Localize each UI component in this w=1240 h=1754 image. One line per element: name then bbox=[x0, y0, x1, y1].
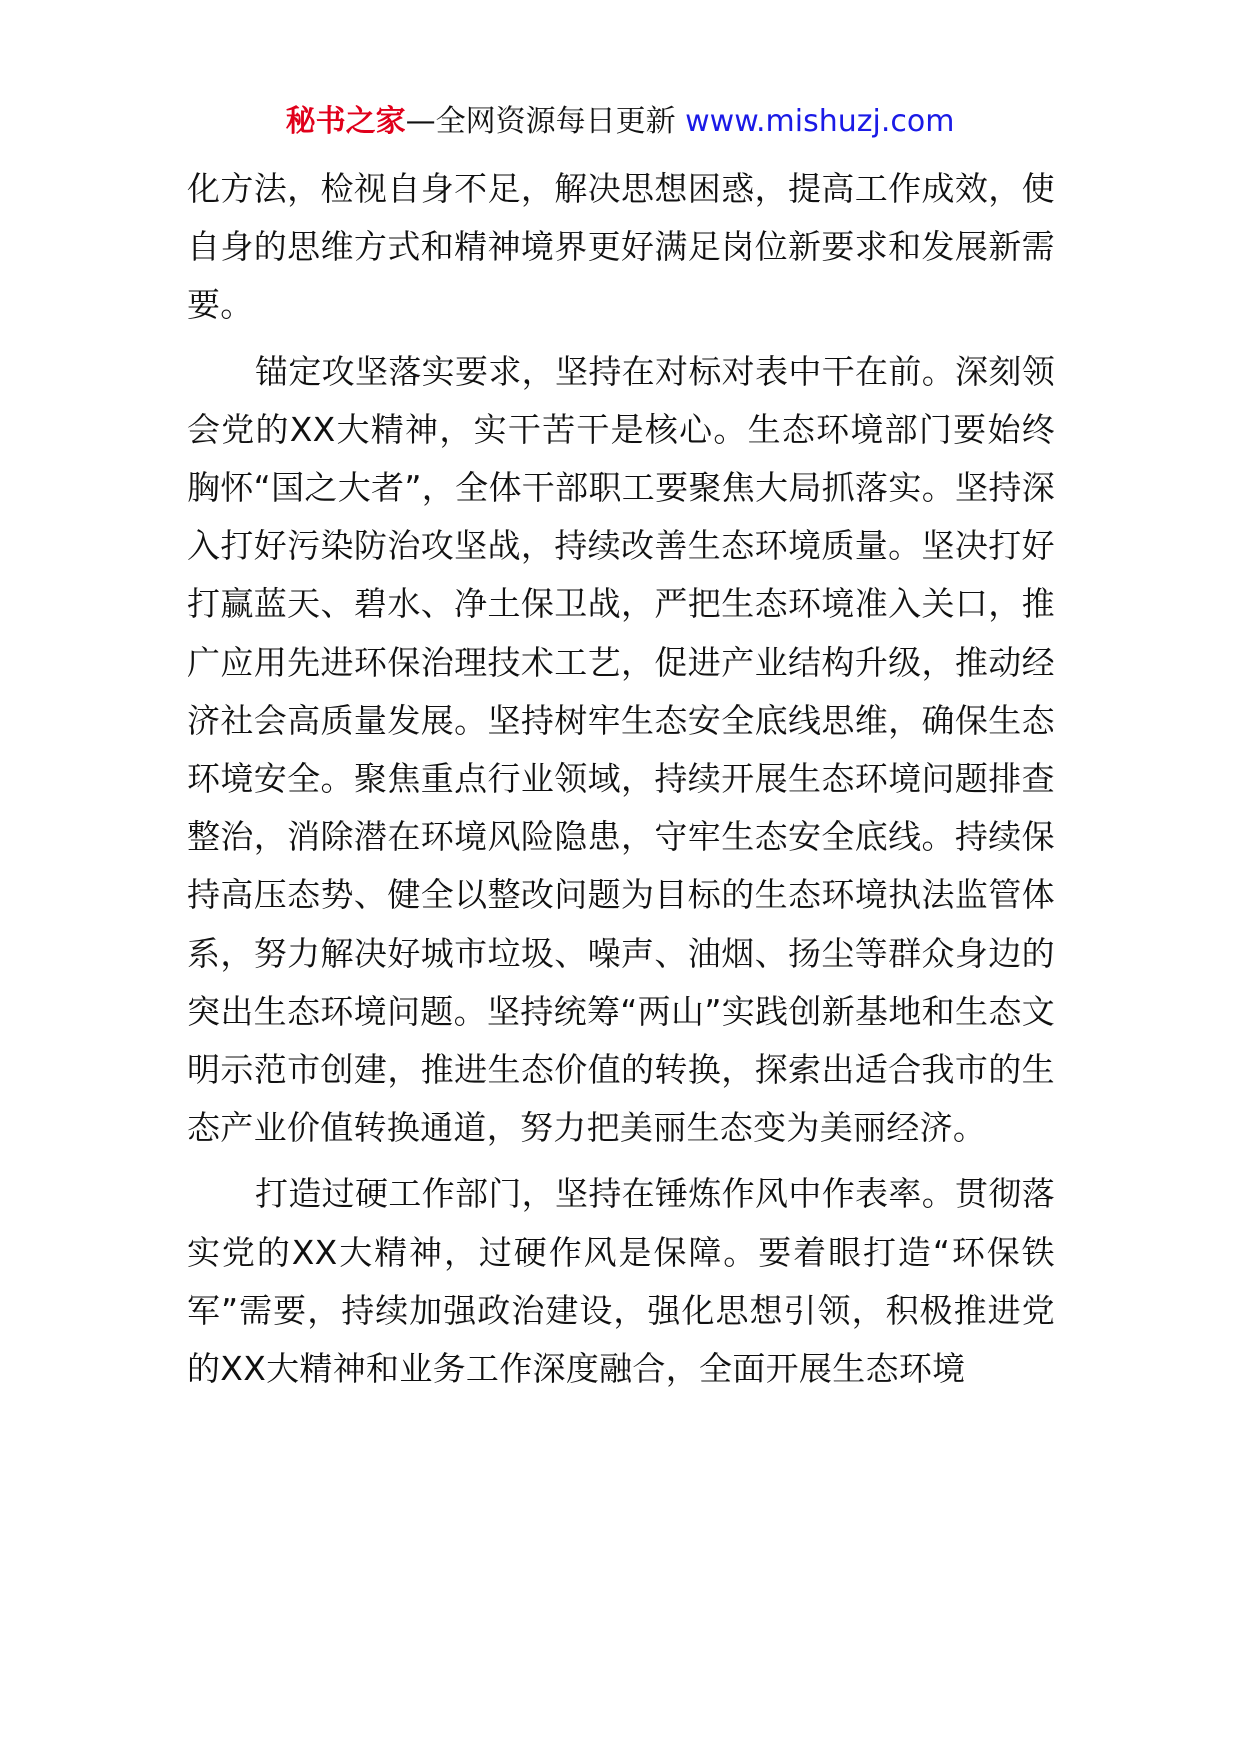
page-header bbox=[0, 100, 1240, 144]
site-url-link[interactable]: www.mishuzj.com bbox=[685, 104, 955, 139]
paragraph-tackling-requirements: 锚定攻坚落实要求，坚持在对标对表中干在前。深刻领会党的XX大精神，实干苦干是核心。生态环境部门要始终胸怀“国之大者”，全体干部职工要聚焦大局抓落实。坚持深入打好污染防治攻坚战，持续改善生态环境质量。坚决打好打赢蓝天、碧水、净土保卫战，严把生态环境准入关口，推广应用先进环保治理技术工艺，促进产业结构升级，推动经济社会高质量发展。坚持树牢生态安全底线思维，确保生态环境安全。聚焦重点行业领域，持续开展生态环境问题排查整治，消除潜在环境风险隐患，守牢生态安全底线。持续保持高压态势、健全以整改问题为目标的生态环境执法监管体系，努力解决好城市垃圾、噪声、油烟、扬尘等群众身边的突出生态环境问题。坚持统筹“两山”实践创新基地和生态文明示范市创建，推进生态价值的转换，探索出适合我市的生态产业价值转换通道，努力把美丽生态变为美丽经济。 bbox=[187, 351, 1055, 1148]
document-body bbox=[187, 160, 1055, 1398]
paragraph-continuation: 化方法，检视自身不足，解决思想困惑，提高工作成效，使自身的思维方式和精神境界更好满足岗位新要求和发展新需要。 bbox=[187, 169, 1055, 325]
paragraph-work-style: 打造过硬工作部门，坚持在锤炼作风中作表率。贯彻落实党的XX大精神，过硬作风是保障。要着眼打造“环保铁军”需要，持续加强政治建设，强化思想引领，积极推进党的XX大精神和业务工作深度融合，全面开展生态环境 bbox=[187, 1174, 1055, 1389]
header-tagline: —全网资源每日更新 bbox=[405, 104, 676, 139]
brand-name: 秘书之家 bbox=[285, 104, 406, 139]
